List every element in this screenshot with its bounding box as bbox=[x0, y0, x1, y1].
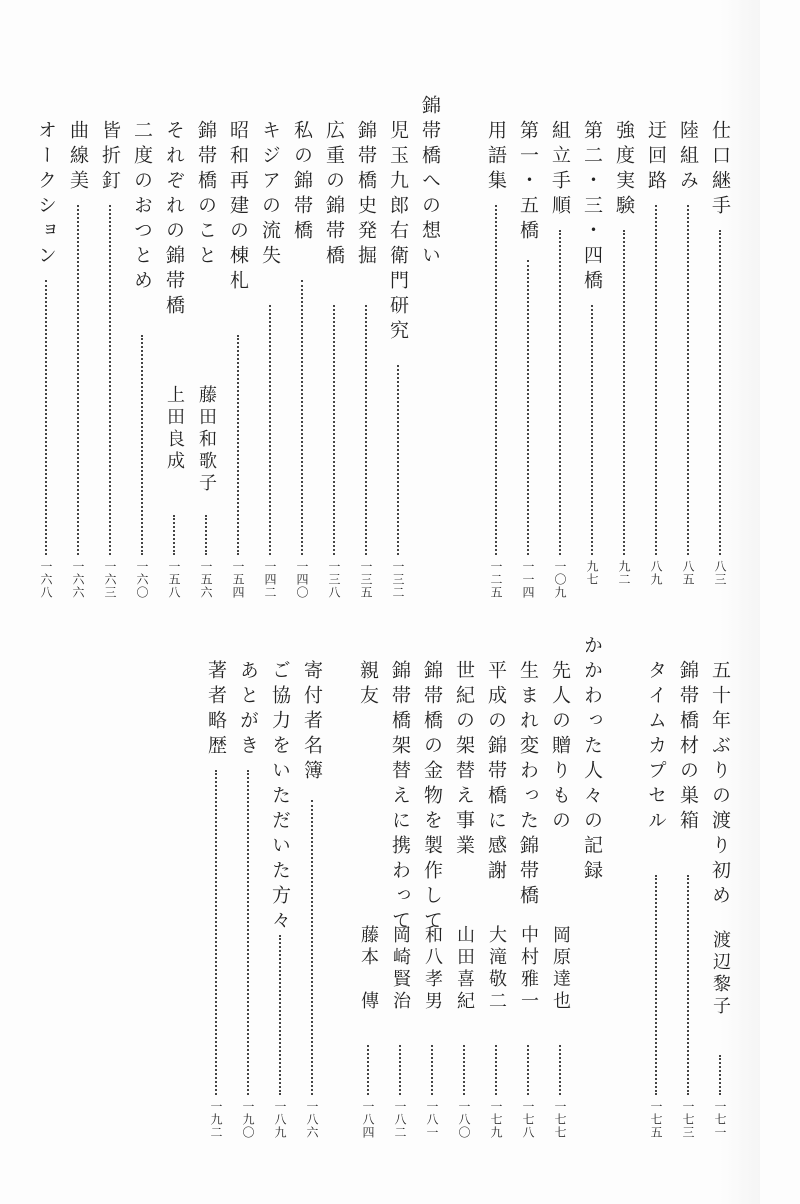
toc-entry-page: 一六〇 bbox=[135, 560, 149, 599]
toc-entry[interactable] bbox=[95, 120, 125, 599]
toc-entry-title: 強度実験 bbox=[613, 120, 635, 220]
toc-entry[interactable] bbox=[353, 660, 383, 1160]
toc-entry-page: 一四二 bbox=[263, 560, 277, 599]
toc-entry-title: タイムカプセル bbox=[645, 660, 667, 835]
toc-entry-title: 五十年ぶりの渡り初め bbox=[709, 660, 731, 910]
toc-entry-page: 一九〇 bbox=[241, 1100, 255, 1139]
toc-entry-page: 一六八 bbox=[39, 560, 53, 599]
toc-leader bbox=[463, 1045, 465, 1095]
toc-leader bbox=[205, 515, 207, 555]
toc-entry-title: 迂回路 bbox=[645, 120, 667, 195]
toc-leader bbox=[333, 305, 335, 555]
toc-entry-title: 第一・五橋 bbox=[517, 120, 539, 245]
toc-entry-title: 第二・三・四橋 bbox=[581, 120, 603, 295]
toc-entry-title: 寄付者名簿 bbox=[301, 660, 323, 785]
toc-entry-title: 児玉九郎右衛門研究 bbox=[387, 120, 409, 345]
toc-leader bbox=[495, 1045, 497, 1095]
toc-entry-title: あとがき bbox=[237, 660, 259, 760]
toc-entry-page: 一三五 bbox=[359, 560, 373, 599]
toc-entry[interactable] bbox=[513, 120, 543, 599]
toc-entry[interactable] bbox=[265, 660, 295, 1160]
toc-entry-page: 一五八 bbox=[167, 560, 181, 599]
toc-section-heading[interactable] bbox=[577, 635, 607, 955]
toc-entry[interactable] bbox=[31, 120, 61, 599]
toc-entry-title: 私の錦帯橋 bbox=[291, 120, 313, 245]
toc-entry-title: キジアの流失 bbox=[259, 120, 281, 270]
toc-entry-page: 一二五 bbox=[489, 560, 503, 599]
toc-entry[interactable] bbox=[385, 660, 415, 1160]
toc-leader bbox=[279, 935, 281, 1095]
toc-entry-title: 平成の錦帯橋に感謝 bbox=[485, 660, 507, 885]
toc-entry[interactable] bbox=[223, 120, 253, 599]
toc-entry[interactable] bbox=[481, 660, 511, 1160]
toc-entry-page: 一七七 bbox=[553, 1100, 567, 1139]
toc-entry-author: 和八孝男 bbox=[422, 925, 443, 1013]
toc-entry-page: 一八〇 bbox=[457, 1100, 471, 1139]
toc-entry-title: 先人の贈りもの bbox=[549, 660, 571, 835]
toc-section-heading[interactable] bbox=[415, 95, 445, 395]
toc-entry-title: 錦帯橋架替えに携わって bbox=[389, 660, 411, 935]
toc-entry[interactable] bbox=[641, 660, 671, 1160]
toc-leader bbox=[559, 230, 561, 555]
toc-leader bbox=[301, 280, 303, 555]
toc-entry[interactable] bbox=[545, 660, 575, 1160]
toc-entry-title: 仕口継手 bbox=[709, 120, 731, 220]
toc-entry-page: 一一四 bbox=[521, 560, 535, 599]
toc-entry-page: 一五四 bbox=[231, 560, 245, 599]
toc-entry-page: 一七五 bbox=[649, 1100, 663, 1139]
toc-entry-author: 大滝敬二 bbox=[486, 925, 507, 1013]
toc-entry-title: 錦帯橋の金物を製作して bbox=[421, 660, 443, 935]
toc-entry[interactable] bbox=[383, 120, 413, 599]
toc-entry-title: 陸組み bbox=[677, 120, 699, 195]
toc-entry-page: 一八二 bbox=[393, 1100, 407, 1139]
toc-entry-author: 渡辺黎子 bbox=[710, 930, 731, 1018]
toc-entry[interactable] bbox=[513, 660, 543, 1160]
toc-entry[interactable] bbox=[159, 120, 189, 599]
toc-leader bbox=[311, 800, 313, 1095]
toc-leader bbox=[215, 770, 217, 1095]
toc-leader bbox=[719, 1055, 721, 1095]
toc-entry-title: 組立手順 bbox=[549, 120, 571, 220]
toc-leader bbox=[365, 305, 367, 555]
toc-leader bbox=[559, 1045, 561, 1095]
toc-entry-page: 一〇九 bbox=[553, 560, 567, 599]
toc-entry[interactable] bbox=[287, 120, 317, 599]
toc-entry-page: 一八四 bbox=[361, 1100, 375, 1139]
toc-entry[interactable] bbox=[673, 120, 703, 590]
toc-leader bbox=[655, 875, 657, 1095]
toc-entry-title: 広重の錦帯橋 bbox=[323, 120, 345, 270]
toc-leader bbox=[591, 305, 593, 555]
toc-entry-page: 一七一 bbox=[713, 1100, 727, 1139]
toc-leader bbox=[247, 770, 249, 1095]
toc-leader bbox=[173, 515, 175, 555]
toc-entry[interactable] bbox=[641, 120, 671, 590]
toc-leader bbox=[367, 1045, 369, 1095]
toc-leader bbox=[687, 875, 689, 1095]
toc-entry-author: 中村雅一 bbox=[518, 925, 539, 1013]
toc-leader bbox=[141, 335, 143, 555]
toc-entry[interactable] bbox=[191, 120, 221, 599]
toc-entry-page: 一四〇 bbox=[295, 560, 309, 599]
toc-entry-page: 九七 bbox=[585, 560, 599, 586]
toc-entry-page: 一八一 bbox=[425, 1100, 439, 1139]
toc-entry-page: 八五 bbox=[681, 560, 695, 586]
toc-bottom-block bbox=[0, 635, 800, 1170]
toc-entry[interactable] bbox=[705, 120, 735, 590]
toc-leader bbox=[399, 1045, 401, 1095]
toc-entry-page: 一八九 bbox=[273, 1100, 287, 1139]
toc-entry-page: 一三二 bbox=[391, 560, 405, 599]
toc-entry[interactable] bbox=[609, 120, 639, 590]
toc-entry-page: 一七三 bbox=[681, 1100, 695, 1139]
toc-entry[interactable] bbox=[351, 120, 381, 599]
toc-entry-title: それぞれの錦帯橋 bbox=[163, 120, 185, 320]
toc-entry-page: 一五六 bbox=[199, 560, 213, 599]
toc-entry-title: 二度のおつとめ bbox=[131, 120, 153, 295]
toc-leader bbox=[719, 230, 721, 555]
toc-entry-title: 曲線美 bbox=[67, 120, 89, 195]
toc-entry[interactable] bbox=[449, 660, 479, 1160]
toc-entry-page: 一三八 bbox=[327, 560, 341, 599]
toc-entry[interactable] bbox=[577, 120, 607, 590]
toc-entry-title: 錦帯橋史発掘 bbox=[355, 120, 377, 270]
toc-entry-title: 皆折釘 bbox=[99, 120, 121, 195]
toc-entry-page: 八三 bbox=[713, 560, 727, 586]
toc-entry-title: 世紀の架替え事業 bbox=[453, 660, 475, 860]
toc-leader bbox=[495, 205, 497, 555]
toc-entry-title: 生まれ変わった錦帯橋 bbox=[517, 660, 539, 910]
toc-entry-author: 山田喜紀 bbox=[454, 925, 475, 1013]
toc-entry-author: 藤田和歌子 bbox=[196, 385, 217, 495]
toc-entry-page: 一八六 bbox=[305, 1100, 319, 1139]
toc-entry-title: オークション bbox=[35, 120, 57, 270]
toc-entry[interactable] bbox=[63, 120, 93, 599]
toc-entry-author: 岡原達也 bbox=[550, 925, 571, 1013]
section-heading-title: かかわった人々の記録 bbox=[581, 635, 603, 885]
toc-entry[interactable] bbox=[127, 120, 157, 599]
toc-leader bbox=[77, 205, 79, 555]
toc-leader bbox=[687, 205, 689, 555]
toc-entry-page: 一六三 bbox=[103, 560, 117, 599]
toc-entry[interactable] bbox=[705, 660, 735, 1160]
toc-entry-page: 一七八 bbox=[521, 1100, 535, 1139]
toc-entry-author: 岡崎賢治 bbox=[390, 925, 411, 1013]
toc-entry[interactable] bbox=[417, 660, 447, 1160]
toc-leader bbox=[527, 1045, 529, 1095]
toc-entry-title: 用語集 bbox=[485, 120, 507, 195]
toc-entry-page: 九二 bbox=[617, 560, 631, 586]
toc-entry[interactable] bbox=[297, 660, 327, 1160]
toc-entry[interactable] bbox=[673, 660, 703, 1160]
toc-entry-page: 八九 bbox=[649, 560, 663, 586]
toc-entry-title: 昭和再建の棟札 bbox=[227, 120, 249, 295]
toc-entry-title: 親友 bbox=[357, 660, 379, 710]
toc-entry[interactable] bbox=[545, 120, 575, 599]
toc-leader bbox=[431, 1045, 433, 1095]
toc-leader bbox=[237, 335, 239, 555]
section-heading-title: 錦帯橋への想い bbox=[419, 95, 441, 270]
toc-entry[interactable] bbox=[255, 120, 285, 599]
toc-entry[interactable] bbox=[201, 660, 231, 1160]
toc-entry-author: 上田良成 bbox=[164, 385, 185, 473]
toc-entry-page: 一六六 bbox=[71, 560, 85, 599]
toc-leader bbox=[623, 230, 625, 555]
toc-top-block bbox=[0, 95, 800, 610]
toc-entry-title: 錦帯橋のこと bbox=[195, 120, 217, 270]
toc-leader bbox=[397, 365, 399, 555]
toc-leader bbox=[655, 205, 657, 555]
toc-entry-page: 一七九 bbox=[489, 1100, 503, 1139]
toc-entry-title: ご協力をいただいた方々 bbox=[269, 660, 291, 935]
toc-leader bbox=[527, 260, 529, 555]
toc-entry-page: 一九二 bbox=[209, 1100, 223, 1139]
toc-entry-author: 藤本 傳 bbox=[358, 925, 379, 1013]
toc-leader bbox=[45, 280, 47, 555]
toc-entry[interactable] bbox=[319, 120, 349, 599]
toc-entry[interactable] bbox=[233, 660, 263, 1160]
toc-entry[interactable] bbox=[481, 120, 511, 599]
toc-entry-title: 著者略歴 bbox=[205, 660, 227, 760]
toc-entry-title: 錦帯橋材の巣箱 bbox=[677, 660, 699, 835]
toc-leader bbox=[109, 205, 111, 555]
toc-leader bbox=[269, 305, 271, 555]
